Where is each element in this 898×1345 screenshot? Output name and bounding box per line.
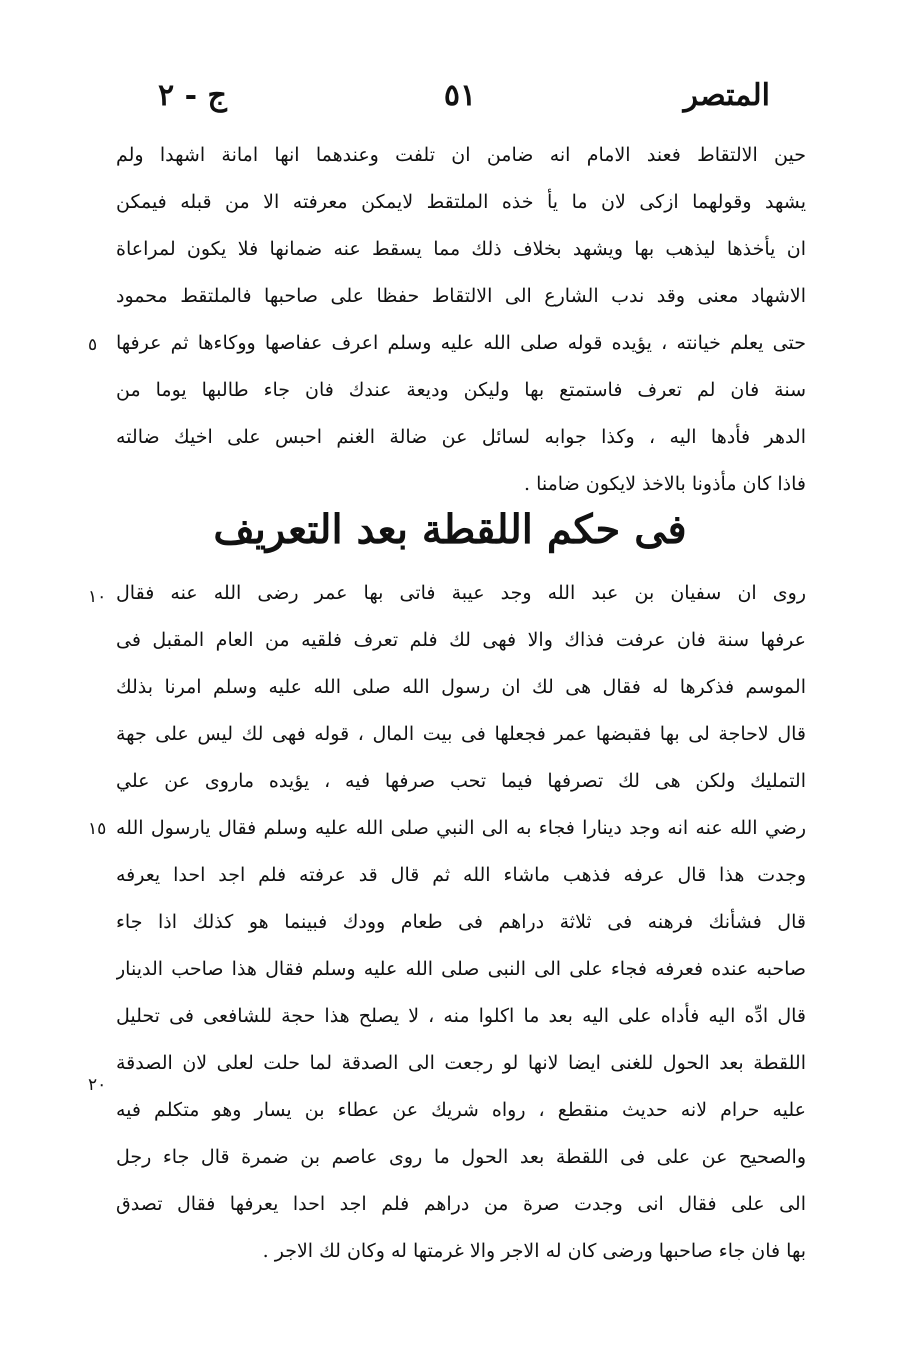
line-number-marker: ١٥ xyxy=(88,819,107,839)
text-line: صاحبه عنده فعرفه فجاء على الى النبى صلى الله عليه وسلم فقال هذا صاحب الدينار xyxy=(116,958,806,980)
text-line: الدهر فأدها اليه ، وكذا جوابه لسائل عن ضالة الغنم احبس على اخيك ضالته xyxy=(116,426,806,448)
text-line: قال ادِّه اليه فأداه على اليه بعد ما اكلوا منه ، لا يصلح هذا حجة للشافعى فى تحليل xyxy=(116,1005,806,1027)
line-number-marker: ٥ xyxy=(88,335,98,355)
text-line: حين الالتقاط فعند الامام انه ضامن ان تلفت وعندهما انها امانة اشهدا ولم xyxy=(116,144,806,166)
book-title: المتصر xyxy=(683,78,770,113)
text-line: رضي الله عنه انه وجد دينارا فجاء به الى النبي صلى الله عليه وسلم فقال يارسول الله xyxy=(116,817,806,839)
volume-part: ج - ٢ xyxy=(158,78,227,113)
text-line: بها فان جاء صاحبها ورضى كان له الاجر والا غرمتها له وكان لك الاجر . xyxy=(262,1240,806,1262)
line-number-marker: ١٠ xyxy=(88,587,107,607)
text-line: ان يأخذها ليذهب بها ويشهد بخلاف ذلك مما يسقط عنه ضمانها فلا يكون لمراعاة xyxy=(116,238,806,260)
section-heading: فى حكم اللقطة بعد التعريف xyxy=(213,506,687,553)
text-line: يشهد وقولهما ازكى لان ما يأ خذه الملتقط لايمكن معرفته الا من قبله فيمكن xyxy=(116,191,806,213)
text-line: قال لاحاجة لى بها فقبضها عمر فجعلها فى بيت المال ، قوله فهى لك ليس على جهة xyxy=(116,723,806,745)
text-line: فاذا كان مأذونا بالاخذ لايكون ضامنا . xyxy=(524,473,806,495)
page-header xyxy=(150,78,770,128)
text-line: حتى يعلم خيانته ، يؤيده قوله صلى الله عليه وسلم اعرف عفاصها ووكاءها ثم عرفها xyxy=(116,332,806,354)
text-line: والصحيح عن على فى اللقطة بعد الحول ما روى عاصم بن ضمرة قال جاء رجل xyxy=(116,1146,806,1168)
text-line: قال فشأنك فرهنه فى ثلاثة دراهم فى طعام وودك فبينما هو كذلك اذا جاء xyxy=(116,911,806,933)
text-line: عليه حرام لانه حديث منقطع ، رواه شريك عن عطاء بن يسار وهو متكلم فيه xyxy=(116,1099,806,1121)
page-number: ٥١ xyxy=(443,78,477,113)
text-line: الموسم فذكرها له فقال هى لك ان رسول الله صلى الله عليه وسلم امرنا بذلك xyxy=(116,676,806,698)
text-line: الاشهاد معنى وقد ندب الشارع الى الالتقاط حفظا على صاحبها فالملتقط محمود xyxy=(116,285,806,307)
text-line: الى على فقال انى وجدت صرة من دراهم فلم اجد احدا يعرفها فقال تصدق xyxy=(116,1193,806,1215)
text-line: التمليك ولكن هى لك تصرفها فيما تحب صرفها فيه ، يؤيده ماروى عن علي xyxy=(116,770,806,792)
text-line: سنة فان لم تعرف فاستمتع بها وليكن وديعة عندك فان جاء طالبها يوما من xyxy=(116,379,806,401)
text-line: روى ان سفيان بن عبد الله وجد عيبة فاتى بها عمر رضى الله عنه فقال xyxy=(116,582,806,604)
text-line: عرفها سنة فان عرفت فذاك والا فهى لك فلم تعرف فلقيه من العام المقبل فى xyxy=(116,629,806,651)
text-line: وجدت هذا قال عرفه فذهب ماشاء الله ثم قال قد عرفته فلم اجد احدا يعرفه xyxy=(116,864,806,886)
text-line: اللقطة بعد الحول للغنى ايضا لانها لو رجعت الى الصدقة لما حلت لعلى لان الصدقة xyxy=(116,1052,806,1074)
line-number-marker: ٢٠ xyxy=(88,1075,107,1095)
